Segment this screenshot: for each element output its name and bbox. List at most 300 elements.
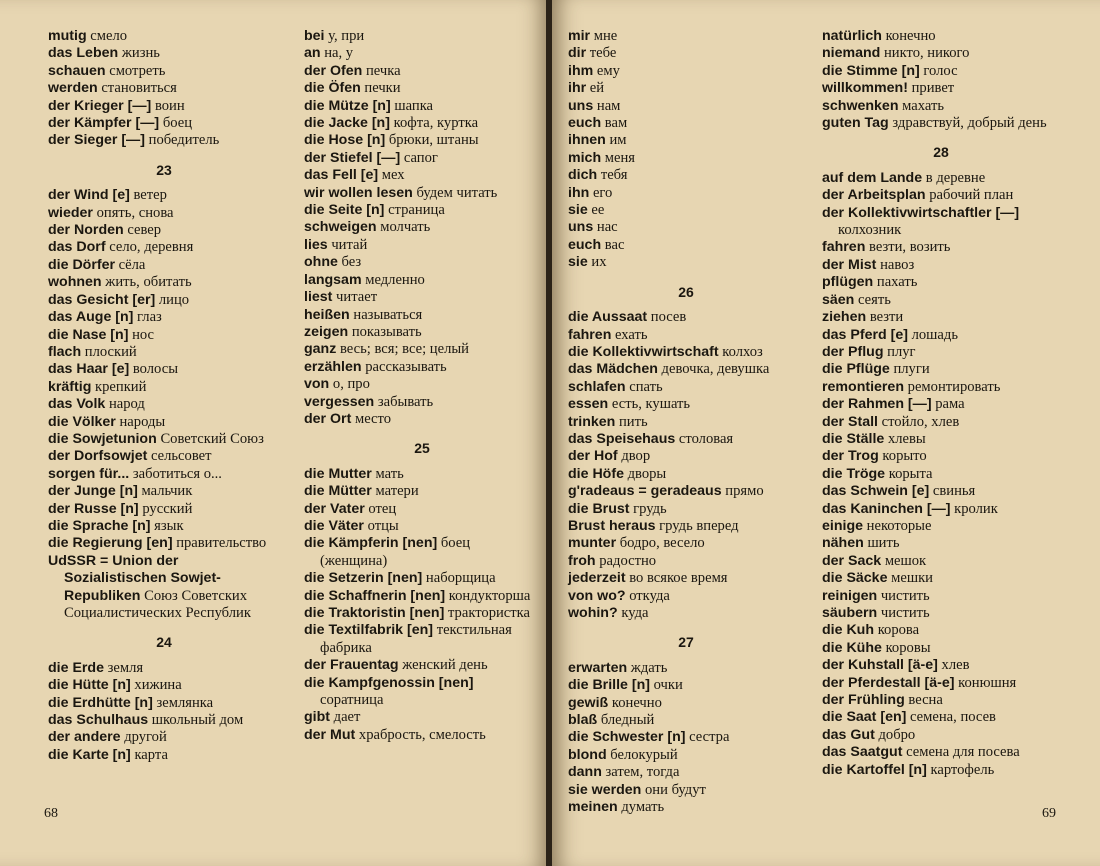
dictionary-entry <box>48 501 280 518</box>
russian-translation: пахать <box>876 274 918 291</box>
dictionary-entry <box>304 605 540 622</box>
dictionary-entry <box>822 657 1060 674</box>
dictionary-entry <box>822 588 1060 605</box>
german-word: die Kollektivwirtschaft <box>568 343 719 360</box>
dictionary-entry <box>568 695 804 712</box>
german-word: vergessen <box>304 393 375 410</box>
dictionary-entry <box>822 63 1060 80</box>
dictionary-entry <box>568 466 804 483</box>
russian-translation: грудь вперед <box>659 517 739 534</box>
right-page <box>552 0 1100 866</box>
german-word: ziehen <box>822 309 867 326</box>
dictionary-entry <box>568 729 804 746</box>
russian-translation: мешок <box>884 552 927 569</box>
dictionary-entry <box>304 254 540 271</box>
dictionary-entry <box>822 205 1060 240</box>
dictionary-entry <box>48 448 280 465</box>
german-word: wir wollen lesen <box>304 184 413 201</box>
german-word: ganz <box>304 341 337 358</box>
dictionary-entry <box>48 28 280 45</box>
german-word: der andere <box>48 729 121 746</box>
section-number: 28 <box>933 144 949 161</box>
german-word: liest <box>304 289 333 306</box>
german-word: der Rahmen [—] <box>822 396 932 413</box>
german-word: schwenken <box>822 97 899 114</box>
german-word: remontieren <box>822 378 904 395</box>
german-word: sie werden <box>568 781 642 798</box>
german-word: blond <box>568 746 607 763</box>
section-number: 27 <box>678 634 694 651</box>
russian-translation: нас <box>596 219 618 236</box>
dictionary-entry <box>48 518 280 535</box>
dictionary-entry <box>822 692 1060 709</box>
dictionary-entry <box>568 309 804 326</box>
russian-translation: матери <box>375 483 419 500</box>
russian-translation: прямо <box>725 483 764 500</box>
german-word: säen <box>822 291 855 308</box>
russian-translation: весна <box>908 692 943 709</box>
russian-translation: сёла <box>118 256 146 273</box>
russian-translation: забывать <box>377 393 434 410</box>
dictionary-entry <box>304 622 540 657</box>
german-word: erwarten <box>568 659 628 676</box>
russian-translation: тебя <box>600 167 628 184</box>
russian-translation: дает <box>333 709 361 726</box>
dictionary-entry <box>304 307 540 324</box>
dictionary-entry <box>304 324 540 341</box>
dictionary-entry <box>568 764 804 781</box>
russian-translation: ее <box>591 202 605 219</box>
dictionary-entry <box>822 501 1060 518</box>
german-word: die Sowjetunion <box>48 430 157 447</box>
german-word: uns <box>568 219 594 236</box>
russian-translation: кофта, куртка <box>393 115 479 132</box>
german-word: die Erdhütte [n] <box>48 694 153 711</box>
dictionary-entry <box>48 712 280 729</box>
russian-translation: конечно <box>611 694 662 711</box>
dictionary-entry <box>822 115 1060 132</box>
russian-translation: конюшня <box>958 674 1017 691</box>
dictionary-entry <box>568 535 804 552</box>
dictionary-entry <box>48 187 280 204</box>
russian-translation: мне <box>593 28 618 44</box>
dictionary-entry <box>304 63 540 80</box>
german-word: der Arbeitsplan <box>822 187 926 204</box>
russian-translation: хлевы <box>887 430 926 447</box>
german-word: die Schaffnerin [nen] <box>304 587 446 604</box>
russian-translation: опять, снова <box>96 204 174 221</box>
russian-translation: откуда <box>629 587 670 604</box>
russian-translation: страница <box>388 202 445 219</box>
russian-translation: медленно <box>365 271 425 288</box>
section-number: 23 <box>156 161 172 178</box>
german-word: gibt <box>304 709 330 726</box>
german-word: der Russe [n] <box>48 500 139 517</box>
section-number: 24 <box>156 634 172 651</box>
left-page-column-1 <box>48 28 280 764</box>
right-page-column-1 <box>568 28 804 816</box>
german-word: niemand <box>822 45 881 62</box>
russian-translation: Союз Советских Социалистических Республик <box>64 587 251 621</box>
german-word: dir <box>568 45 587 62</box>
russian-translation: чистить <box>880 587 930 604</box>
russian-translation: хлев <box>941 657 970 674</box>
russian-translation: шапка <box>394 97 434 114</box>
dictionary-entry <box>822 466 1060 483</box>
dictionary-entry <box>822 762 1060 779</box>
russian-translation: брюки, штаны <box>388 132 479 149</box>
dictionary-entry <box>304 675 540 710</box>
german-word: fahren <box>568 326 612 343</box>
russian-translation: народ <box>108 396 145 413</box>
russian-translation: крепкий <box>95 378 147 395</box>
section-number: 26 <box>678 283 694 300</box>
dictionary-entry <box>822 361 1060 378</box>
german-word: das Leben <box>48 45 119 62</box>
russian-translation: смело <box>90 28 128 44</box>
russian-translation: будем читать <box>416 184 498 201</box>
german-word: pflügen <box>822 274 874 291</box>
german-word: von wo? <box>568 587 626 604</box>
russian-translation: корова <box>877 622 920 639</box>
dictionary-entry <box>48 257 280 274</box>
dictionary-entry <box>568 63 804 80</box>
german-word: das Saatgut <box>822 744 903 761</box>
dictionary-entry <box>822 396 1060 413</box>
german-word: der Stiefel [—] <box>304 149 401 166</box>
german-word: der Mist <box>822 256 877 273</box>
german-word: die Schwester [n] <box>568 729 686 746</box>
german-word: willkommen! <box>822 80 908 97</box>
dictionary-entry <box>48 677 280 694</box>
german-word: die Kuh <box>822 622 875 639</box>
russian-translation: жить, обитать <box>105 274 192 291</box>
dictionary-entry <box>568 518 804 535</box>
dictionary-entry <box>304 501 540 518</box>
german-word: wohnen <box>48 274 102 291</box>
german-word: die Mütze [n] <box>304 97 391 114</box>
german-word: essen <box>568 396 609 413</box>
german-word: meinen <box>568 799 618 816</box>
german-word: UdSSR = Union der Sozialistischen Sowjet-Republiken <box>48 552 221 604</box>
german-word: der Sieger [—] <box>48 132 145 149</box>
russian-translation: молчать <box>380 219 431 236</box>
dictionary-entry <box>48 431 280 448</box>
russian-translation: дворы <box>627 465 667 482</box>
dictionary-entry <box>48 80 280 97</box>
russian-translation: вам <box>604 115 628 132</box>
german-word: Brust heraus <box>568 517 656 534</box>
dictionary-entry <box>822 570 1060 587</box>
russian-translation: печки <box>364 80 401 97</box>
russian-translation: храбрость, смелость <box>358 726 486 743</box>
russian-translation: корыта <box>888 465 933 482</box>
german-word: auf dem Lande <box>822 169 923 186</box>
russian-translation: ждать <box>630 659 668 676</box>
german-word: der Kämpfer [—] <box>48 115 160 132</box>
german-word: die Hütte [n] <box>48 677 131 694</box>
german-word: der Junge [n] <box>48 483 138 500</box>
german-word: das Haar [e] <box>48 361 130 378</box>
dictionary-entry <box>568 167 804 184</box>
dictionary-entry <box>304 727 540 744</box>
dictionary-entry <box>568 483 804 500</box>
russian-translation: в деревне <box>925 169 986 186</box>
dictionary-entry <box>48 729 280 746</box>
russian-translation: ему <box>596 62 620 79</box>
german-word: die Höfe <box>568 465 624 482</box>
dictionary-entry <box>304 28 540 45</box>
dictionary-entry <box>822 414 1060 431</box>
dictionary-entry <box>304 341 540 358</box>
russian-translation: куда <box>621 605 649 621</box>
russian-translation: картофель <box>930 761 995 778</box>
dictionary-entry <box>48 309 280 326</box>
russian-translation: двор <box>621 448 651 465</box>
russian-translation: называться <box>353 306 423 323</box>
dictionary-entry <box>568 150 804 167</box>
dictionary-entry <box>822 187 1060 204</box>
dictionary-entry <box>568 588 804 605</box>
russian-translation: везти <box>869 309 904 326</box>
dictionary-entry <box>822 675 1060 692</box>
russian-translation: показывать <box>351 323 422 340</box>
german-word: der Sack <box>822 552 882 569</box>
russian-translation: некоторые <box>866 517 932 534</box>
german-word: der Hof <box>568 448 618 465</box>
russian-translation: мех <box>381 167 405 184</box>
german-word: wohin? <box>568 605 618 621</box>
russian-translation: сельсовет <box>150 448 212 465</box>
dictionary-entry <box>304 150 540 167</box>
dictionary-entry <box>568 431 804 448</box>
german-word: ihnen <box>568 132 606 149</box>
german-word: munter <box>568 535 617 552</box>
german-word: der Vater <box>304 500 365 517</box>
dictionary-entry <box>48 747 280 764</box>
german-word: die Tröge <box>822 465 886 482</box>
russian-translation: здравствуй, добрый день <box>892 115 1047 132</box>
dictionary-entry <box>822 327 1060 344</box>
dictionary-entry <box>568 660 804 677</box>
russian-translation: голос <box>923 62 958 79</box>
russian-translation: затем, тогда <box>605 764 680 781</box>
dictionary-entry <box>48 292 280 309</box>
dictionary-entry <box>48 466 280 483</box>
german-word: mich <box>568 149 602 166</box>
german-word: g'radeaus = geradeaus <box>568 483 722 500</box>
german-word: euch <box>568 236 602 253</box>
russian-translation: никто, никого <box>884 45 970 62</box>
dictionary-entry <box>822 28 1060 45</box>
russian-translation: лицо <box>158 291 190 308</box>
russian-translation: ехать <box>615 326 648 343</box>
russian-translation: махать <box>902 97 945 114</box>
german-word: das Mädchen <box>568 361 658 378</box>
dictionary-entry <box>568 553 804 570</box>
russian-translation: земля <box>107 659 144 676</box>
russian-translation: столовая <box>678 430 734 447</box>
german-word: die Saat [en] <box>822 709 907 726</box>
dictionary-entry <box>304 466 540 483</box>
dictionary-entry <box>304 237 540 254</box>
russian-translation: семена, посев <box>910 709 996 726</box>
dictionary-entry <box>568 379 804 396</box>
dictionary-entry <box>568 237 804 254</box>
dictionary-entry <box>568 747 804 764</box>
russian-translation: грудь <box>633 500 667 517</box>
russian-translation: язык <box>154 517 184 534</box>
dictionary-entry <box>568 80 804 97</box>
german-word: mutig <box>48 28 87 44</box>
german-word: der Kollektivwirtschaftler [—] <box>822 204 1020 221</box>
dictionary-entry <box>304 115 540 132</box>
russian-translation: сестра <box>689 729 730 746</box>
german-word: nähen <box>822 535 864 552</box>
russian-translation: село, деревня <box>109 239 194 256</box>
dictionary-entry <box>304 709 540 726</box>
russian-translation: сапог <box>403 149 438 166</box>
german-word: die Setzerin [nen] <box>304 570 423 587</box>
dictionary-entry <box>568 344 804 361</box>
german-word: die Brust <box>568 500 630 517</box>
dictionary-entry <box>568 132 804 149</box>
russian-translation: отец <box>368 500 397 517</box>
russian-translation: нам <box>596 97 621 114</box>
german-word: der Kuhstall [ä-e] <box>822 657 938 674</box>
russian-translation: мать <box>375 465 404 482</box>
german-word: dann <box>568 764 602 781</box>
russian-translation: тебе <box>589 45 617 62</box>
german-word: die Ställe <box>822 430 885 447</box>
russian-translation: колхозник <box>838 222 902 239</box>
dictionary-entry <box>822 709 1060 726</box>
german-word: die Mütter <box>304 483 372 500</box>
german-word: froh <box>568 552 596 569</box>
dictionary-entry <box>48 379 280 396</box>
russian-translation: мешки <box>891 570 933 587</box>
dictionary-entry <box>568 28 804 45</box>
dictionary-entry <box>568 202 804 219</box>
german-word: reinigen <box>822 587 878 604</box>
russian-translation: ей <box>589 80 605 97</box>
german-word: erzählen <box>304 358 362 375</box>
dictionary-entry <box>304 98 540 115</box>
german-word: die Dörfer <box>48 256 116 273</box>
russian-translation: место <box>354 410 392 427</box>
page-number-right: 69 <box>1042 806 1056 821</box>
german-word: bei <box>304 28 325 44</box>
german-word: das Auge [n] <box>48 309 134 326</box>
left-page-column-2 <box>304 28 540 744</box>
dictionary-entry <box>48 205 280 222</box>
dictionary-entry <box>822 239 1060 256</box>
german-word: die Hose [n] <box>304 132 386 149</box>
german-word: die Kühe <box>822 639 882 656</box>
russian-translation: землянка <box>156 694 214 711</box>
russian-translation: текстильная фабрика <box>320 622 512 656</box>
german-word: der Wind [e] <box>48 187 130 204</box>
dictionary-entry <box>304 132 540 149</box>
russian-translation: рабочий план <box>929 187 1014 204</box>
dictionary-entry <box>304 359 540 376</box>
russian-translation: во всякое время <box>629 570 728 587</box>
russian-translation: бодро, весело <box>619 535 705 552</box>
russian-translation: плоский <box>84 343 137 360</box>
russian-translation: читай <box>331 236 368 253</box>
page-number-left: 68 <box>44 806 58 821</box>
dictionary-entry <box>304 588 540 605</box>
dictionary-entry <box>304 483 540 500</box>
dictionary-entry <box>822 45 1060 62</box>
german-word: sie <box>568 202 588 219</box>
german-word: gewiß <box>568 694 609 711</box>
german-word: ihn <box>568 184 590 201</box>
dictionary-entry <box>304 289 540 306</box>
russian-translation: народы <box>119 413 166 430</box>
dictionary-entry <box>304 535 540 570</box>
russian-translation: воин <box>154 97 185 114</box>
german-word: die Karte [n] <box>48 746 131 763</box>
dictionary-entry <box>304 518 540 535</box>
russian-translation: становиться <box>101 80 177 97</box>
russian-translation: на, у <box>324 45 354 62</box>
russian-translation: лошадь <box>911 326 958 343</box>
dictionary-entry <box>304 411 540 428</box>
dictionary-entry <box>568 448 804 465</box>
dictionary-entry <box>48 535 280 552</box>
german-word: ohne <box>304 254 338 271</box>
german-word: zeigen <box>304 323 349 340</box>
dictionary-entry <box>568 677 804 694</box>
german-word: mir <box>568 28 591 44</box>
dictionary-entry <box>48 344 280 361</box>
russian-translation: русский <box>142 500 193 517</box>
dictionary-entry <box>568 185 804 202</box>
russian-translation: ремонтировать <box>907 378 1001 395</box>
german-word: lies <box>304 236 328 253</box>
russian-translation: печка <box>366 62 401 79</box>
russian-translation: трактористка <box>447 605 531 621</box>
german-word: die Mutter <box>304 465 372 482</box>
german-word: der Trog <box>822 448 879 465</box>
german-word: die Väter <box>304 517 364 534</box>
german-word: sie <box>568 254 588 271</box>
russian-translation: семена для посева <box>906 744 1020 761</box>
russian-translation: победитель <box>148 132 220 149</box>
german-word: das Kaninchen [—] <box>822 500 951 517</box>
german-word: der Stall <box>822 413 878 430</box>
russian-translation: весь; вся; все; целый <box>339 341 469 358</box>
dictionary-entry <box>822 605 1060 622</box>
german-word: blaß <box>568 712 598 729</box>
dictionary-entry <box>822 309 1060 326</box>
german-word: der Ofen <box>304 62 363 79</box>
dictionary-entry <box>568 605 804 622</box>
russian-translation: им <box>609 132 627 149</box>
dictionary-entry <box>48 45 280 62</box>
dictionary-entry <box>304 219 540 236</box>
german-word: die Säcke <box>822 570 888 587</box>
german-word: die Seite [n] <box>304 202 385 219</box>
german-word: die Sprache [n] <box>48 517 151 534</box>
german-word: die Aussaat <box>568 309 648 326</box>
german-word: das Pferd [e] <box>822 326 908 343</box>
german-word: das Volk <box>48 396 106 413</box>
russian-translation: кондукторша <box>448 587 531 604</box>
german-word: das Speisehaus <box>568 430 676 447</box>
dictionary-entry <box>568 98 804 115</box>
